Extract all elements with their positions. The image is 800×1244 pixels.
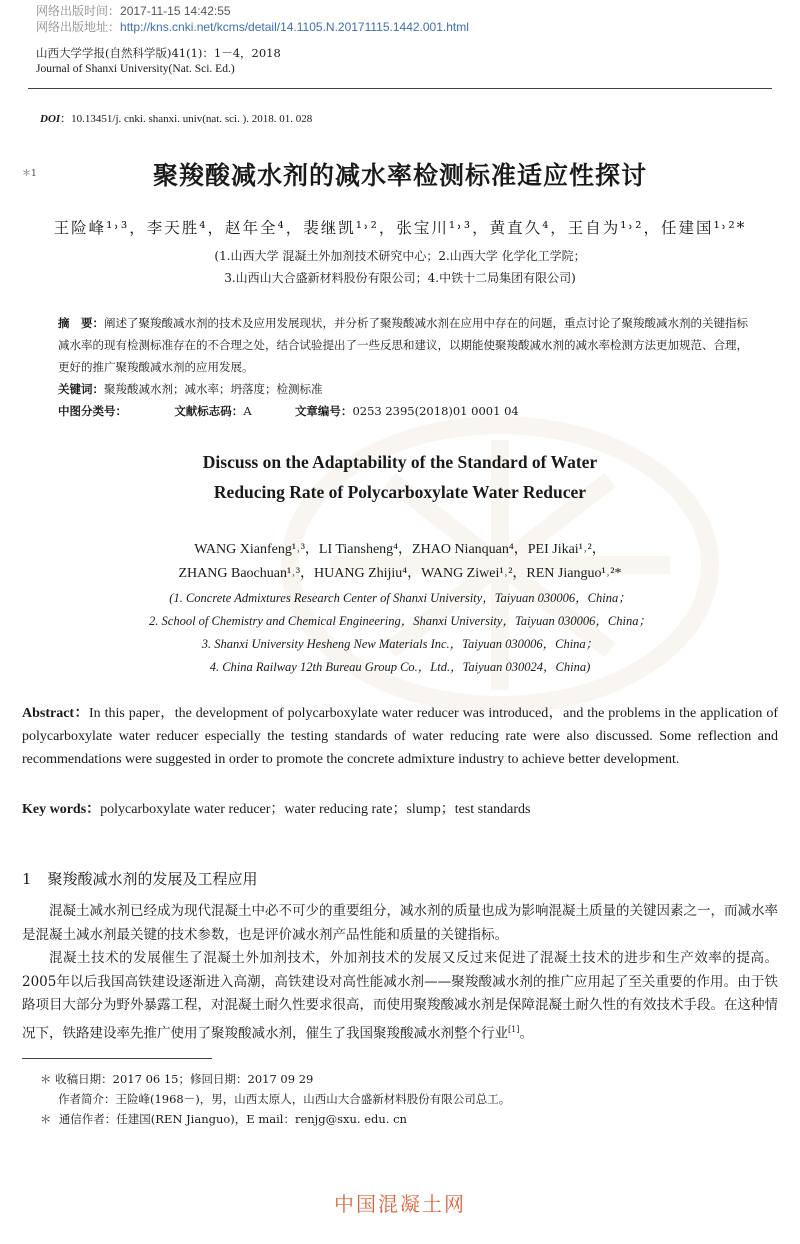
affiliation-en-3: 3. Shanxi University Hesheng New Materials Inc.，Taiyuan 030006，China； — [201, 637, 599, 651]
site-watermark: 中国混凝土网 — [334, 1192, 466, 1216]
online-url-link[interactable]: http://kns.cnki.net/kcms/detail/14.1105.N.20171115.1442.001.html — [120, 20, 469, 34]
footnote-corresponding: ＊ 通信作者：任建国(REN Jianguo)，E mail：renjg@sxu. edu. cn — [40, 1112, 407, 1126]
authors-cn: 王险峰¹˒³，李天胜⁴，赵年全⁴，裴继凯¹˒²，张宝川¹˒³，黄直久⁴，王自为¹˒²，任建国¹˒²* — [53, 219, 747, 237]
title-cn: 聚羧酸减水剂的减水率检测标准适应性探讨 — [152, 161, 647, 190]
footnote-dates: ＊ 收稿日期：2017 06 15；修回日期：2017 09 29 — [40, 1072, 314, 1086]
affiliation-en-2: 2. School of Chemistry and Chemical Engineering，Shanxi University，Taiyuan 030006，China； — [149, 614, 651, 628]
journal-cn: 山西大学学报(自然科学版)41(1)：1－4，2018 — [36, 46, 281, 60]
footnote-author: 作者简介：王险峰(1968－)，男，山西太原人，山西山大合盛新材料股份有限公司总工。 — [58, 1092, 511, 1106]
online-publish-time: 网络出版时间：2017-11-15 14:42:55 — [36, 4, 231, 18]
title-en-line-1: Discuss on the Adaptability of the Standard of Water — [202, 452, 598, 472]
title-footnote-mark: ＊1 — [22, 169, 37, 179]
authors-en-2: ZHANG Baochuan¹˒³，HUANG Zhijiu⁴，WANG Ziwei¹˒²，REN Jianguo¹˒²* — [178, 566, 622, 581]
section-heading-1: 1 聚羧酸减水剂的发展及工程应用 — [22, 870, 258, 888]
header-rule — [28, 88, 772, 89]
abstract-en: Abstract：In this paper，the development of polycarboxylate water reducer was introduced，and the problems in the application of polycarboxylate water reducer especially the testing standards of water reducing rate were also discussed. Some reflection and recommendations were suggested in order to promote the concrete admixture industry to achieve better development. — [22, 706, 778, 767]
title-en-line-2: Reducing Rate of Polycarboxylate Water Reducer — [213, 482, 587, 502]
paragraph-2: 混凝土技术的发展催生了混凝土外加剂技术，外加剂技术的发展又反过来促进了混凝土技术的进步和生产效率的提高。2005年以后我国高铁建设逐渐进入高潮，高铁建设对高性能减水剂——聚羧酸减水剂的推广应用起了至关重要的作用。由于铁路项目大部分为野外暴露工程，对混凝土耐久性要求很高，而使用聚羧酸减水剂是保障混凝土耐久性的有效技术手段。在这种情况下，铁路建设率先推广使用了聚羧酸减水剂，催生了我国聚羧酸减水剂整个行业[1]。 — [22, 950, 778, 1041]
journal-en: Journal of Shanxi University(Nat. Sci. Ed.) — [36, 63, 235, 75]
affiliation-en-4: 4. China Railway 12th Bureau Group Co.，Ltd.，Taiyuan 030024，China) — [209, 660, 591, 674]
authors-en-1: WANG Xianfeng¹˒³，LI Tiansheng⁴，ZHAO Nianquan⁴，PEI Jikai¹˒²， — [194, 542, 606, 557]
affiliation-cn-1: (1.山西大学 混凝土外加剂技术研究中心；2.山西大学 化学化工学院； — [214, 249, 586, 263]
online-publish-url: 网络出版地址：http://kns.cnki.net/kcms/detail/14.1105.N.20171115.1442.001.html — [36, 20, 469, 34]
abstract-cn: 摘 要：阐述了聚羧酸减水剂的技术及应用发展现状，并分析了聚羧酸减水剂在应用中存在的问题，重点讨论了聚羧酸减水剂的关键指标 减水率的现有检测标准存在的不合理之处，结合试验提出了一些反思和建议，以期能使聚羧酸减水剂的减水率检测方法更加规范、合理，更好的推广聚羧酸减水剂的应用发展。 — [58, 316, 771, 374]
affiliation-cn-2: 3.山西山大合盛新材料股份有限公司；4.中铁十二局集团有限公司) — [224, 271, 576, 285]
keywords-en: Key words：polycarboxylate water reducer；water reducing rate；slump；test standards — [22, 802, 531, 817]
citation-1: [1] — [508, 1023, 520, 1034]
doi: DOI：10.13451/j. cnki. shanxi. univ(nat. sci. ). 2018. 01. 028 — [40, 113, 313, 125]
classification-row: 中图分类号： 文献标志码：A 文章编号：0253 2395(2018)01 0001 04 — [58, 404, 519, 418]
affiliation-en-1: (1. Concrete Admixtures Research Center of Shanxi University，Taiyuan 030006，China； — [169, 591, 631, 605]
keywords-cn: 关键词：聚羧酸减水剂；减水率；坍落度；检测标准 — [58, 382, 323, 396]
footnote-rule — [22, 1058, 212, 1059]
paragraph-1: 混凝土减水剂已经成为现代混凝土中必不可少的重要组分，减水剂的质量也成为影响混凝土质量的关键因素之一，而减水率是混凝土减水剂最关键的技术参数，也是评价减水剂产品性能和质量的关键指标。 — [22, 903, 778, 943]
